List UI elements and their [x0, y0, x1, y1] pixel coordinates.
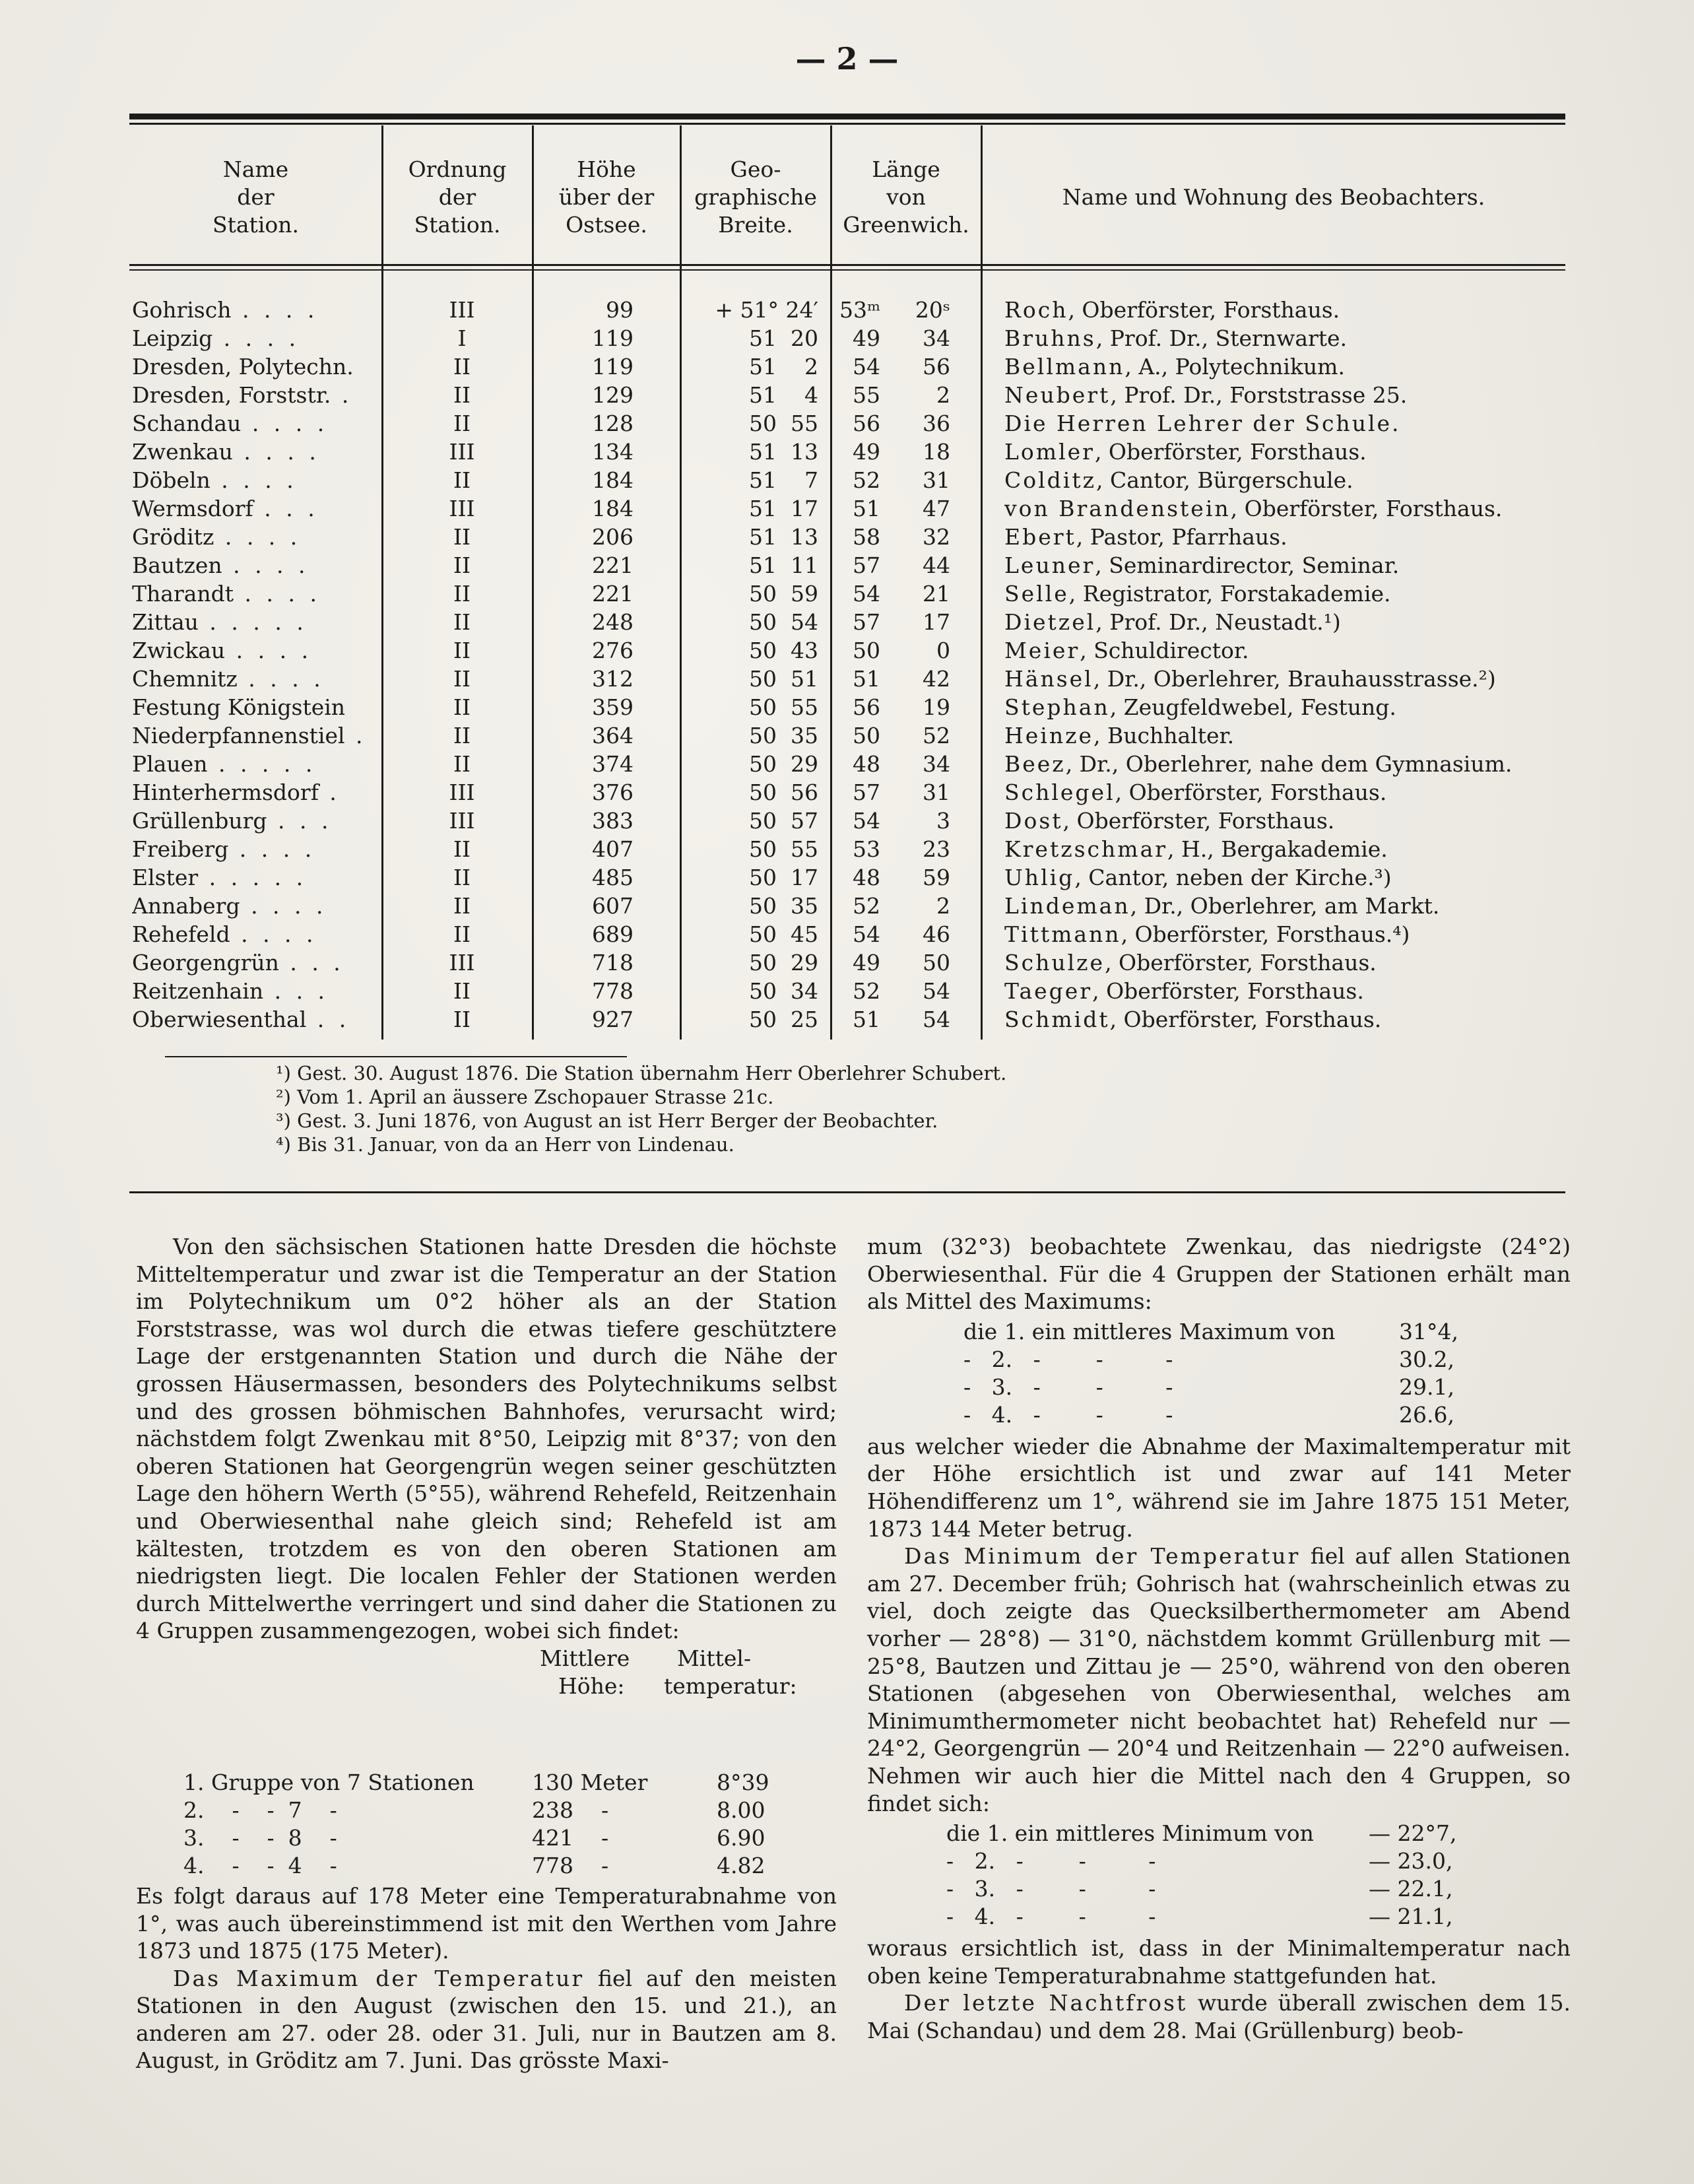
station-longitude-min: 51: [853, 1007, 880, 1032]
table-top-rule: [129, 114, 1565, 119]
station-height: 119: [592, 325, 634, 351]
station-order: II: [453, 751, 471, 777]
group-head: Höhe:: [558, 1672, 625, 1699]
observer: Dietzel, Prof. Dr., Neustadt.¹): [1004, 609, 1341, 635]
paragraph: Von den sächsischen Stationen hatte Dresden die höchste Mitteltemperatur und zwar ist die Temperatur an der Station im Polytechnikum um 0°2 höher als an der Station Forststrasse, was wol durch die etwas tiefere geschütztere Lage der erstgenannten Station und durch die Nähe der grossen Häusermassen, besonders des Polytechnikums selbst und des grossen böhmischen Bahnhofes, verursacht wird; nächstdem folgt Zwenkau mit 8°50, Leipzig mit 8°37; von den oberen Stationen hat Georgengrün wegen seiner geschützten Lage den höhern Werth (5°55), während Rehefeld, Reitzenhain und Oberwiesenthal nahe gleich sind; Rehefeld ist am kältesten, trotzdem es von den oberen Stationen am niedrigsten liegt. Die localen Fehler der Stationen werden durch Mittelwerthe verringert und sind daher die Stationen zu 4 Gruppen zusammengezogen, wobei sich findet:: [136, 1234, 837, 1644]
header-breite: Geo- graphische Breite.: [694, 156, 817, 238]
station-name: Grüllenburg . . .: [132, 808, 333, 834]
station-latitude: 50 55: [749, 694, 818, 720]
text-column-right: [867, 1233, 1571, 2044]
observer: Bellmann, A., Polytechnikum.: [1004, 354, 1345, 380]
station-name: Schandau . . . .: [132, 411, 329, 436]
observer: Lindeman, Dr., Oberlehrer, am Markt.: [1004, 893, 1440, 919]
station-longitude-sec: 36: [923, 411, 950, 436]
station-longitude-min: 48: [853, 751, 880, 777]
station-latitude: 50 34: [749, 978, 818, 1004]
station-name: Freiberg . . . .: [132, 836, 316, 862]
station-height: 312: [592, 666, 634, 692]
station-latitude: 50 55: [749, 411, 818, 436]
station-latitude: 50 57: [749, 808, 818, 834]
station-order: II: [453, 978, 471, 1004]
paragraph: aus welcher wieder die Abnahme der Maximaltemperatur mit der Höhe ersichtlich ist und zwar auf 141 Meter Höhendifferenz um 1°, während sie im Jahre 1875 151 Meter, 1873 144 Meter betrug.: [867, 1433, 1571, 1542]
station-longitude-sec: 32: [923, 524, 950, 550]
group-height: 130 Meter: [532, 1769, 648, 1795]
observer: Stephan, Zeugfeldwebel, Festung.: [1004, 694, 1396, 720]
header-bottom-rule: [129, 264, 1565, 266]
station-order: II: [453, 382, 471, 408]
station-longitude-sec: 0: [936, 638, 950, 663]
observer: Selle, Registrator, Forstakademie.: [1004, 581, 1391, 607]
text-column-left: [136, 1233, 837, 2074]
paragraph-text: wurde überall zwischen dem 15. Mai (Schandau) und dem 28. Mai (Grüllenburg) beob-: [867, 1990, 1571, 2043]
group-height: 778 -: [532, 1852, 609, 1878]
station-longitude-sec: 20ˢ: [915, 297, 950, 323]
list-value: — 22.1,: [1369, 1876, 1453, 1902]
station-order: III: [449, 779, 475, 805]
paragraph: [867, 1989, 1571, 2044]
station-latitude: 50 35: [749, 723, 818, 748]
station-longitude-sec: 42: [923, 666, 950, 692]
station-height: 221: [592, 581, 634, 607]
station-name: Gröditz . . . .: [132, 524, 302, 550]
station-name: Rehefeld . . . .: [132, 921, 317, 947]
header-laenge: Länge von Greenwich.: [843, 156, 969, 238]
station-name: Georgengrün . . .: [132, 950, 344, 976]
group-table: [136, 1645, 837, 1769]
paragraph: [136, 1965, 837, 2074]
station-longitude-min: 52: [853, 978, 880, 1004]
station-height: 607: [592, 893, 634, 919]
paragraph: Es folgt daraus auf 178 Meter eine Temperaturabnahme von 1°, was auch übereinstimmend ist mit den Werthen vom Jahre 1873 und 1875 (175 Meter).: [136, 1882, 837, 1964]
station-longitude-min: 48: [853, 865, 880, 890]
station-latitude: 50 45: [749, 921, 818, 947]
station-height: 184: [592, 496, 634, 521]
station-order: III: [449, 950, 475, 976]
station-name: Zittau . . . . .: [132, 609, 308, 635]
group-height: 238 -: [532, 1797, 609, 1823]
spaced-lead: Das Maximum der Temperatur: [173, 1965, 585, 1991]
station-height: 99: [606, 297, 634, 323]
station-height: 485: [592, 865, 634, 890]
group-label: 2. - - 7 -: [183, 1797, 337, 1823]
observer: Dost, Oberförster, Forsthaus.: [1004, 808, 1335, 834]
station-order: II: [453, 581, 471, 607]
group-temp: 4.82: [717, 1852, 766, 1878]
station-longitude-sec: 59: [923, 865, 950, 890]
station-longitude-min: 51: [853, 666, 880, 692]
group-rows: [136, 1769, 837, 1882]
observer: Die Herren Lehrer der Schule.: [1004, 411, 1401, 436]
station-order: II: [453, 638, 471, 663]
station-height: 248: [592, 609, 634, 635]
station-longitude-sec: 2: [936, 893, 950, 919]
paragraph: [867, 1542, 1571, 1817]
observer: Beez, Dr., Oberlehrer, nahe dem Gymnasium.: [1004, 751, 1513, 777]
station-longitude-min: 51: [853, 496, 880, 521]
col-divider: [381, 125, 383, 1040]
station-longitude-min: 54: [853, 581, 880, 607]
station-latitude: 50 35: [749, 893, 818, 919]
station-latitude: 50 43: [749, 638, 818, 663]
station-name: Reitzenhain . . .: [132, 978, 329, 1004]
station-longitude-min: 53: [853, 836, 880, 862]
list-item: - 2. - - -: [946, 1848, 1156, 1874]
station-latitude: 50 55: [749, 836, 818, 862]
station-name: Oberwiesenthal . .: [132, 1007, 350, 1032]
station-longitude-sec: 54: [923, 1007, 950, 1032]
observer: Ebert, Pastor, Pfarrhaus.: [1004, 524, 1287, 550]
station-latitude: 50 51: [749, 666, 818, 692]
group-temp: 8.00: [717, 1797, 766, 1823]
footnote-1: ¹) Gest. 30. August 1876. Die Station übernahm Herr Oberlehrer Schubert.: [276, 1062, 1007, 1084]
max-list: [867, 1315, 1571, 1428]
observer: Tittmann, Oberförster, Forsthaus.⁴): [1004, 921, 1410, 947]
station-longitude-sec: 56: [923, 354, 950, 380]
list-value: — 23.0,: [1369, 1848, 1453, 1874]
station-order: II: [453, 666, 471, 692]
list-item: - 3. - - -: [963, 1373, 1173, 1400]
group-height: 421 -: [532, 1824, 609, 1851]
station-longitude-min: 57: [853, 779, 880, 805]
station-longitude-min: 52: [853, 893, 880, 919]
station-order: II: [453, 694, 471, 720]
station-order: III: [449, 297, 475, 323]
paragraph: mum (32°3) beobachtete Zwenkau, das niedrigste (24°2) Oberwiesenthal. Für die 4 Gruppen der Stationen erhält man als Mittel des Maximums:: [867, 1234, 1571, 1315]
station-longitude-sec: 31: [923, 779, 950, 805]
station-longitude-min: 56: [853, 411, 880, 436]
list-value: 30.2,: [1399, 1346, 1454, 1372]
station-order: III: [449, 496, 475, 521]
station-longitude-sec: 34: [923, 325, 950, 351]
list-item: - 4. - - -: [963, 1401, 1173, 1428]
station-height: 407: [592, 836, 634, 862]
station-height: 359: [592, 694, 634, 720]
group-head: temperatur:: [664, 1672, 797, 1699]
station-longitude-min: 50: [853, 638, 880, 663]
observer: Lomler, Oberförster, Forsthaus.: [1004, 439, 1367, 465]
station-height: 206: [592, 524, 634, 550]
observer: Bruhns, Prof. Dr., Sternwarte.: [1004, 325, 1348, 351]
page-number: — 2 —: [795, 41, 899, 77]
station-height: 778: [592, 978, 634, 1004]
section-rule: [129, 1191, 1565, 1193]
col-divider: [981, 125, 983, 1040]
list-item: - 2. - - -: [963, 1346, 1173, 1372]
observer: Schulze, Oberförster, Forsthaus.: [1004, 950, 1377, 976]
station-longitude-min: 49: [853, 325, 880, 351]
station-name: Dresden, Polytechn.: [132, 354, 354, 380]
station-order: I: [457, 325, 467, 351]
footnote-2: ²) Vom 1. April an äussere Zschopauer Strasse 21c.: [276, 1086, 774, 1108]
station-latitude: 50 59: [749, 581, 818, 607]
station-longitude-sec: 2: [936, 382, 950, 408]
paragraph-text: fiel auf den meisten Stationen in den August (zwischen den 15. und 21.), an anderen am 27. oder 28. oder 31. Juli, nur in Bautzen am 8. August, in Gröditz am 7. Juni. Das grösste Maxi-: [136, 1965, 837, 2074]
station-name: Leipzig . . . .: [132, 325, 300, 351]
station-longitude-sec: 50: [923, 950, 950, 976]
footnote-rule: [165, 1056, 627, 1057]
station-longitude-min: 49: [853, 439, 880, 465]
footnote-3: ³) Gest. 3. Juni 1876, von August an ist Herr Berger der Beobachter.: [276, 1109, 938, 1132]
station-longitude-min: 52: [853, 467, 880, 493]
station-name: Tharandt . . . .: [132, 581, 321, 607]
station-order: II: [453, 354, 471, 380]
spaced-lead: Der letzte Nachtfrost: [904, 1990, 1188, 2016]
station-name: Bautzen . . . .: [132, 552, 309, 578]
station-longitude-sec: 52: [923, 723, 950, 748]
station-longitude-min: 54: [853, 354, 880, 380]
station-latitude: 50 29: [749, 950, 818, 976]
station-height: 364: [592, 723, 634, 748]
station-latitude: 51 11: [749, 552, 818, 578]
list-value: 26.6,: [1399, 1401, 1454, 1428]
table-top-rule-thin: [129, 123, 1565, 125]
footnotes: [276, 1061, 1006, 1156]
observer: von Brandenstein, Oberförster, Forsthaus.: [1004, 496, 1503, 521]
station-order: II: [453, 893, 471, 919]
paragraph-text: fiel auf allen Stationen am 27. December früh; Gohrisch hat (wahrscheinlich etwas zu viel, doch zeigte das Quecksilberthermometer am Abend vorher — 28°8) — 31°0, nächstdem kommt Grüllenburg mit — 25°8, Bautzen und Zittau je — 25°0, während von den oberen Stationen (abgesehen von Oberwiesenthal, welches am Minimumthermometer nicht beobachtet hat) Rehefeld nur — 24°2, Georgengrün — 20°4 und Reitzenhain — 22°0 aufweisen. Nehmen wir auch hier die Mittel nach den 4 Gruppen, so findet sich:: [867, 1543, 1571, 1816]
group-label: 3. - - 8 -: [183, 1824, 337, 1851]
station-height: 128: [592, 411, 634, 436]
station-longitude-min: 54: [853, 921, 880, 947]
col-divider: [680, 125, 682, 1040]
station-longitude-min: 58: [853, 524, 880, 550]
station-height: 134: [592, 439, 634, 465]
station-name: Wermsdorf . . .: [132, 496, 319, 521]
col-divider: [532, 125, 534, 1040]
observer: Meier, Schuldirector.: [1004, 638, 1249, 663]
observer: Neubert, Prof. Dr., Forststrasse 25.: [1004, 382, 1408, 408]
station-latitude: 50 56: [749, 779, 818, 805]
list-item: - 4. - - -: [946, 1903, 1156, 1930]
station-longitude-sec: 19: [923, 694, 950, 720]
station-order: III: [449, 808, 475, 834]
min-list: [867, 1817, 1571, 1930]
station-latitude: + 51° 24′: [715, 297, 818, 323]
station-order: II: [453, 865, 471, 890]
station-longitude-sec: 17: [923, 609, 950, 635]
station-order: II: [453, 723, 471, 748]
station-height: 376: [592, 779, 634, 805]
list-item: die 1. ein mittleres Maximum von: [963, 1318, 1336, 1344]
footnote-4: ⁴) Bis 31. Januar, von da an Herr von Lindenau.: [276, 1133, 734, 1156]
station-longitude-sec: 23: [923, 836, 950, 862]
list-value: 29.1,: [1399, 1373, 1454, 1400]
header-name: Name der Station.: [212, 156, 299, 238]
station-name: Gohrisch . . . .: [132, 297, 319, 323]
station-longitude-sec: 47: [923, 496, 950, 521]
station-height: 129: [592, 382, 634, 408]
station-latitude: 51 20: [749, 325, 818, 351]
station-name: Plauen . . . . .: [132, 751, 317, 777]
list-value: — 21.1,: [1369, 1903, 1453, 1930]
station-latitude: 50 17: [749, 865, 818, 890]
station-order: II: [453, 467, 471, 493]
station-name: Festung Königstein: [132, 694, 346, 720]
observer: Schlegel, Oberförster, Forsthaus.: [1004, 779, 1387, 805]
station-order: II: [453, 921, 471, 947]
station-latitude: 50 29: [749, 751, 818, 777]
station-name: Niederpfannenstiel .: [132, 723, 367, 748]
group-label: 1. Gruppe von 7 Stationen: [183, 1769, 474, 1795]
station-longitude-min: 53ᵐ: [839, 297, 881, 323]
station-longitude-sec: 34: [923, 751, 950, 777]
station-height: 276: [592, 638, 634, 663]
station-longitude-sec: 21: [923, 581, 950, 607]
observer: Heinze, Buchhalter.: [1004, 723, 1235, 748]
station-height: 221: [592, 552, 634, 578]
station-order: II: [453, 609, 471, 635]
observer: Colditz, Cantor, Bürgerschule.: [1004, 467, 1353, 493]
paragraph: woraus ersichtlich ist, dass in der Minimaltemperatur nach oben keine Temperaturabnahme stattgefunden hat.: [867, 1935, 1571, 1989]
station-latitude: 50 25: [749, 1007, 818, 1032]
station-height: 689: [592, 921, 634, 947]
station-order: II: [453, 552, 471, 578]
station-latitude: 51 13: [749, 524, 818, 550]
station-height: 184: [592, 467, 634, 493]
station-height: 374: [592, 751, 634, 777]
station-longitude-sec: 18: [923, 439, 950, 465]
station-longitude-sec: 31: [923, 467, 950, 493]
observer: Leuner, Seminardirector, Seminar.: [1004, 552, 1400, 578]
station-longitude-sec: 3: [936, 808, 950, 834]
station-name: Hinterhermsdorf .: [132, 779, 341, 805]
station-name: Zwickau . . . .: [132, 638, 313, 663]
station-longitude-sec: 46: [923, 921, 950, 947]
station-latitude: 51 7: [749, 467, 818, 493]
group-head: Mittlere: [540, 1645, 630, 1671]
station-order: II: [453, 411, 471, 436]
station-height: 718: [592, 950, 634, 976]
group-label: 4. - - 4 -: [183, 1852, 337, 1878]
station-height: 119: [592, 354, 634, 380]
station-name: Chemnitz . . . .: [132, 666, 325, 692]
header-beobachter: Name und Wohnung des Beobachters.: [1062, 184, 1485, 210]
station-latitude: 51 4: [749, 382, 818, 408]
station-height: 383: [592, 808, 634, 834]
observer: Kretzschmar, H., Bergakademie.: [1004, 836, 1388, 862]
station-order: II: [453, 1007, 471, 1032]
station-longitude-sec: 54: [923, 978, 950, 1004]
list-value: 31°4,: [1399, 1318, 1458, 1344]
station-longitude-min: 57: [853, 609, 880, 635]
observer: Uhlig, Cantor, neben der Kirche.³): [1004, 865, 1392, 890]
station-name: Dresden, Forststr. .: [132, 382, 353, 408]
group-head: Mittel-: [677, 1645, 752, 1671]
list-item: - 3. - - -: [946, 1876, 1156, 1902]
station-longitude-min: 55: [853, 382, 880, 408]
observer: Roch, Oberförster, Forsthaus.: [1004, 297, 1340, 323]
station-longitude-min: 56: [853, 694, 880, 720]
list-value: — 22°7,: [1369, 1820, 1457, 1847]
station-order: II: [453, 524, 471, 550]
station-name: Döbeln . . . .: [132, 467, 298, 493]
header-ordnung: Ordnung der Station.: [408, 156, 507, 238]
station-longitude-sec: 44: [923, 552, 950, 578]
group-temp: 8°39: [717, 1769, 769, 1795]
spaced-lead: Das Minimum der Temperatur: [904, 1543, 1301, 1570]
station-latitude: 50 54: [749, 609, 818, 635]
station-longitude-min: 57: [853, 552, 880, 578]
station-name: Annaberg . . . .: [132, 893, 327, 919]
col-divider: [830, 125, 832, 1040]
station-longitude-min: 49: [853, 950, 880, 976]
station-latitude: 51 17: [749, 496, 818, 521]
station-longitude-min: 50: [853, 723, 880, 748]
list-item: die 1. ein mittleres Minimum von: [946, 1820, 1314, 1847]
observer: Hänsel, Dr., Oberlehrer, Brauhausstrasse.²): [1004, 666, 1496, 692]
station-order: II: [453, 836, 471, 862]
station-height: 927: [592, 1007, 634, 1032]
station-longitude-min: 54: [853, 808, 880, 834]
station-name: Elster . . . . .: [132, 865, 308, 890]
station-name: Zwenkau . . . .: [132, 439, 320, 465]
observer: Schmidt, Oberförster, Forsthaus.: [1004, 1007, 1382, 1032]
station-order: III: [449, 439, 475, 465]
station-latitude: 51 13: [749, 439, 818, 465]
station-latitude: 51 2: [749, 354, 818, 380]
observer: Taeger, Oberförster, Forsthaus.: [1004, 978, 1364, 1004]
group-temp: 6.90: [717, 1824, 766, 1851]
header-hoehe: Höhe über der Ostsee.: [558, 156, 655, 238]
header-bottom-rule-thin: [129, 269, 1565, 271]
